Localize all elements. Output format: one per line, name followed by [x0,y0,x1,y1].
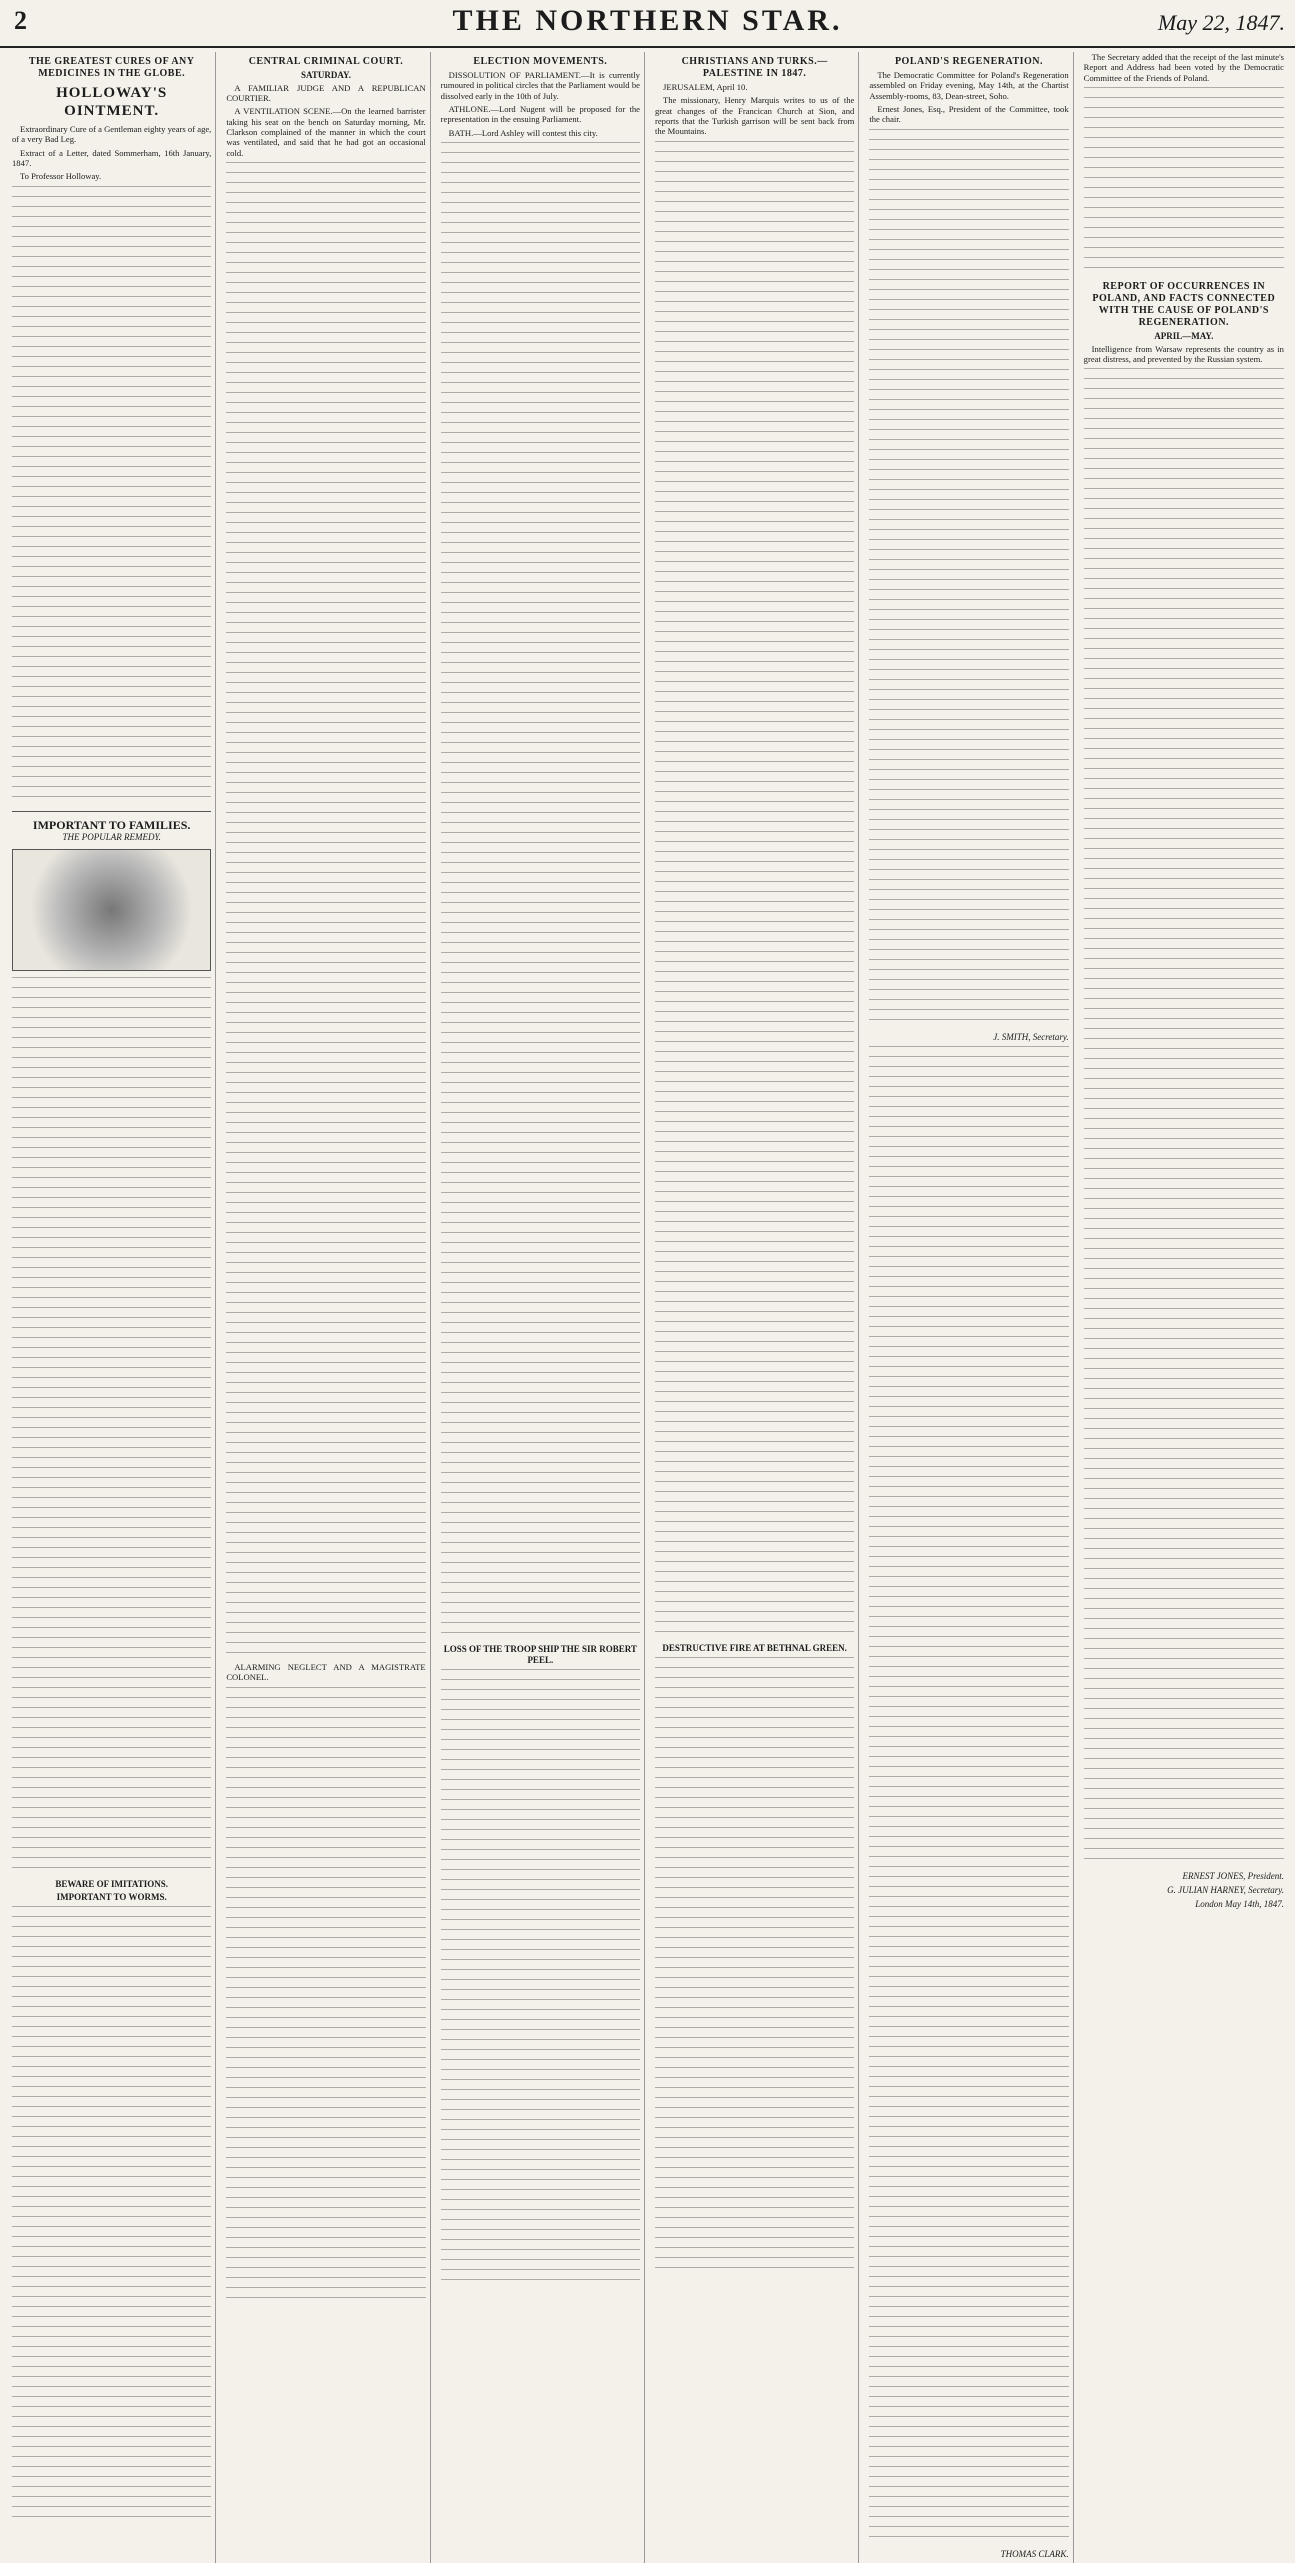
issue-date: May 22, 1847. [1157,10,1285,35]
text-block [12,977,211,1877]
caution-heading: BEWARE OF IMITATIONS. [55,1878,168,1889]
text-block [226,162,425,1662]
col6-headline: REPORT OF OCCURRENCES IN POLAND, AND FACTS CONNECTED WITH THE CAUSE OF POLAND'S REGENERATION. [1092,280,1276,328]
column-3 [437,52,645,2563]
column-2 [222,52,430,2563]
col1-para: To Professor Holloway. [20,171,102,182]
col3-subhead: LOSS OF THE TROOP SHIP THE SIR ROBERT PEEL. [443,1643,637,1665]
newspaper-title: THE NORTHERN STAR. [452,4,843,37]
col4-para: JERUSALEM, April 10. [662,82,748,92]
notice-subtitle: THE POPULAR REMEDY. [62,831,161,842]
col6-para: Intelligence from Warsaw represents the country as in great distress, and prevented by the Russian system. [1083,343,1284,365]
signature: J. SMITH, Secretary. [993,1031,1069,1042]
column-4 [651,52,859,2563]
col4-subhead: DESTRUCTIVE FIRE AT BETHNAL GREEN. [662,1642,847,1653]
text-block [12,1906,211,2526]
masthead [0,0,1295,48]
important-heading: IMPORTANT TO WORMS. [56,1891,167,1902]
col2-subhead: SATURDAY. [301,70,351,80]
holloway-title: HOLLOWAY'S OINTMENT. [56,85,168,119]
text-block [12,186,211,806]
column-1 [8,52,216,2563]
col2-para: A FAMILIAR JUDGE AND A REPUBLICAN COURTIER. [226,82,426,104]
signature: ERNEST JONES, President. [1182,1871,1284,1882]
text-block [226,1687,425,2307]
text-block [441,1669,640,2289]
col3-para: DISSOLUTION OF PARLIAMENT.—It is currently rumoured in political circles that the Parliament would be dissolved early in the 10th of July. [440,70,640,101]
signature: G. JULIAN HARNEY, Secretary. [1167,1885,1284,1896]
important-to-families-notice [12,818,211,843]
text-block [869,129,1068,1029]
divider [12,811,211,812]
text-block [1084,87,1284,277]
col3-headline: ELECTION MOVEMENTS. [473,56,608,67]
col6-subhead: APRIL—MAY. [1154,330,1214,341]
col5-para: The Democratic Committee for Poland's Regeneration assembled on Friday evening, May 14th, at the Chartist Assembly-rooms, 83, Dean-street, Soho. [869,70,1069,101]
col1-headline: THE GREATEST CURES OF ANY MEDICINES IN THE GLOBE. [28,56,195,79]
col4-headline: CHRISTIANS AND TURKS.—PALESTINE IN 1847. [681,56,828,79]
col6-para: The Secretary added that the receipt of the last minute's Report and Address had been voted by the Democratic Committee of the Friends of Poland. [1083,52,1284,83]
col2-para: ALARMING NEGLECT AND A MAGISTRATE COLONEL. [226,1661,426,1683]
col3-para: BATH.—Lord Ashley will contest this city. [448,127,598,138]
newspaper-columns [8,52,1288,2560]
col5-headline: POLAND'S REGENERATION. [894,56,1044,67]
col3-para: ATHLONE.—Lord Nugent will be proposed for the representation in the ensuing Parliament. [440,103,640,125]
column-5 [865,52,1073,2563]
notice-title: IMPORTANT TO FAMILIES. [32,817,191,832]
signature: THOMAS CLARK. [1000,2549,1069,2560]
text-block [441,142,640,1642]
text-block [1084,368,1284,1868]
text-block [655,1657,854,2277]
dateline: London May 14th, 1847. [1195,1898,1284,1909]
page-number: 2 [14,6,27,35]
col1-para: Extraordinary Cure of a Gentleman eighty years of age, of a very Bad Leg. [12,124,212,145]
column-6 [1080,52,1288,2563]
col2-headline: CENTRAL CRIMINAL COURT. [248,56,404,67]
col4-para: The missionary, Henry Marquis writes to us of the great changes of the Francican Church at Sion, and reports that the Turkish garrison will be sent back from the Mountains. [654,95,855,137]
col5-para: Ernest Jones, Esq., President of the Committee, took the chair. [869,103,1069,125]
text-block [655,141,854,1641]
text-block [869,1046,1068,2546]
col2-para: A VENTILATION SCENE.—On the learned barrister taking his seat on the bench on Saturday morning, Mr. Clarkson complained of the manner in which the court was ventilated, and said that he had got an occasional cold. [226,106,426,158]
engraving-image [12,849,211,971]
col1-para: Extract of a Letter, dated Sommerham, 16th January, 1847. [12,147,212,168]
